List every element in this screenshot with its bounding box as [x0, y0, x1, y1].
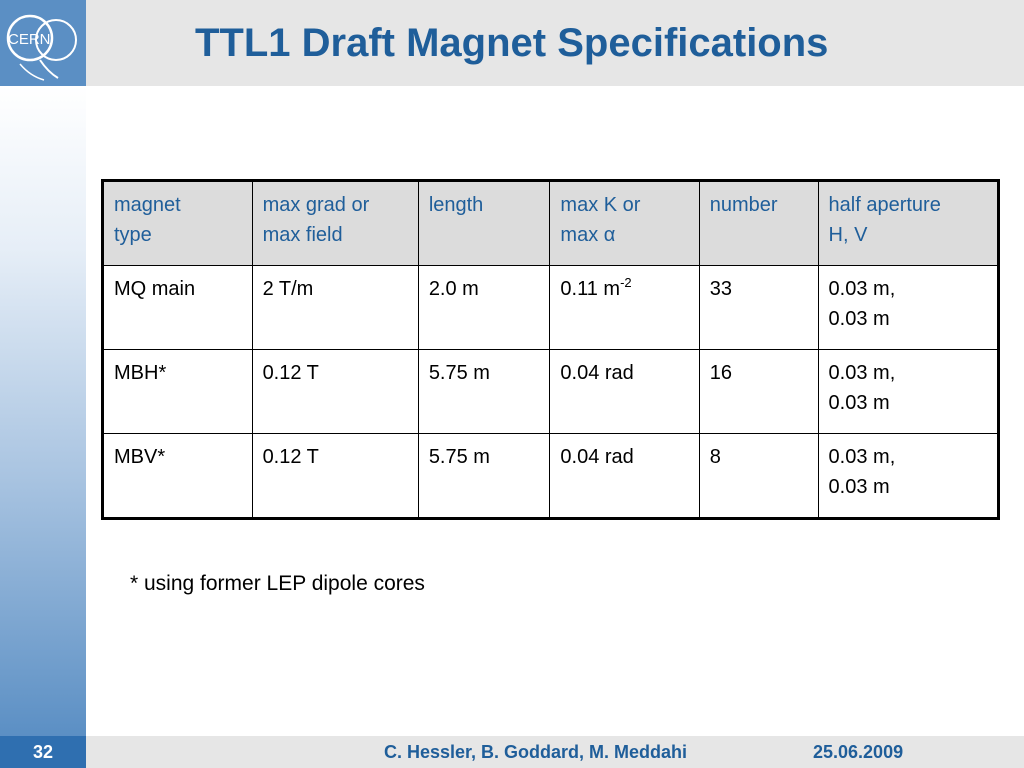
cell-max-k: 0.11 $m^{-2}$ — [550, 266, 699, 350]
header-cell: half aperture H, V — [818, 181, 998, 266]
cell-max-field: 0.12 T — [252, 350, 418, 434]
header-cell: magnet type — [103, 181, 253, 266]
magnet-spec-table — [101, 179, 1000, 520]
cell-aperture: 0.03 m, 0.03 m — [818, 350, 998, 434]
cell-max-k: 0.04 rad — [550, 350, 699, 434]
cell-aperture: 0.03 m, 0.03 m — [818, 266, 998, 350]
cell-aperture: 0.03 m, 0.03 m — [818, 434, 998, 519]
cell-number: 8 — [699, 434, 818, 519]
cell-type: MBV* — [103, 434, 253, 519]
cell-number: 16 — [699, 350, 818, 434]
cell-max-field: 2 T/m — [252, 266, 418, 350]
page-title: TTL1 Draft Magnet Specifications — [195, 21, 829, 65]
table-row — [103, 350, 999, 434]
cell-max-field: 0.12 T — [252, 434, 418, 519]
footer-date: 25.06.2009 — [813, 742, 904, 762]
table-row — [103, 434, 999, 519]
cell-type: MQ main — [103, 266, 253, 350]
footnote: * using former LEP dipole cores — [130, 572, 425, 595]
footer-authors: C. Hessler, B. Goddard, M. Meddahi — [384, 742, 688, 762]
table-header-row — [103, 181, 999, 266]
page-number: 32 — [32, 742, 54, 762]
cell-type: MBH* — [103, 350, 253, 434]
header-cell: max grad or max field — [252, 181, 418, 266]
cell-max-k: 0.04 rad — [550, 434, 699, 519]
left-gradient-bar — [0, 86, 86, 736]
cern-logo — [0, 0, 86, 86]
header-cell: number — [699, 181, 818, 266]
header-cell: max K or max α — [550, 181, 699, 266]
table-row — [103, 266, 999, 350]
cell-length: 5.75 m — [418, 434, 550, 519]
cell-number: 33 — [699, 266, 818, 350]
cern-logo-icon — [0, 0, 86, 86]
header-cell: length — [418, 181, 550, 266]
cell-length: 2.0 m — [418, 266, 550, 350]
cell-length: 5.75 m — [418, 350, 550, 434]
logo-text: CERN — [8, 31, 51, 48]
